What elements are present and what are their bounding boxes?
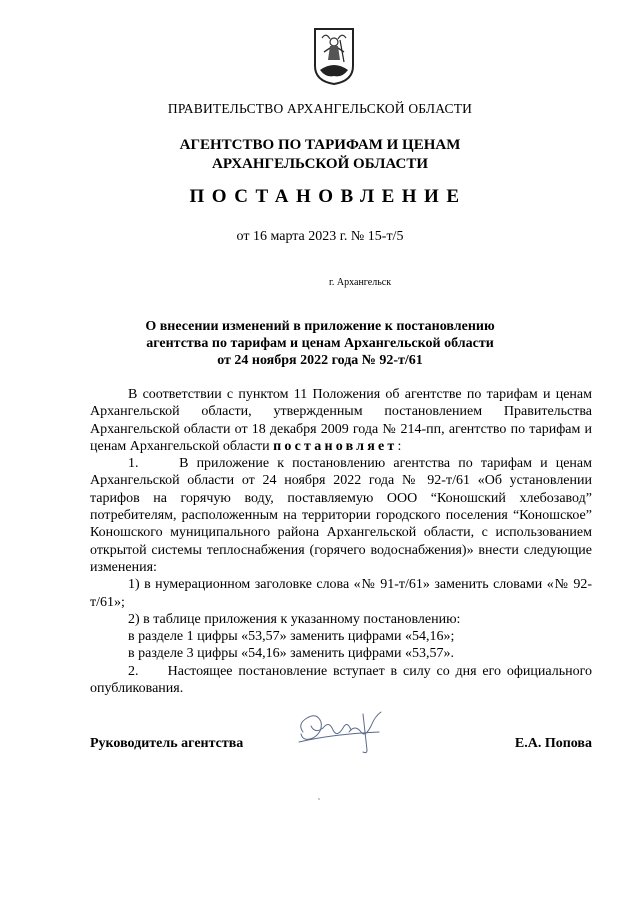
subitem-1: 1) в нумерационном заголовке слова «№ 91-т/61» заменить словами «№ 92-т/61»;	[90, 577, 592, 610]
subject-line1: О внесении изменений в приложение к постановлению	[145, 319, 495, 334]
subitem-2a: в разделе 1 цифры «53,57» заменить цифрами «54,16»;	[128, 629, 455, 645]
document-subject	[0, 318, 640, 369]
item-2	[90, 663, 592, 698]
government-name: ПРАВИТЕЛЬСТВО АРХАНГЕЛЬСКОЙ ОБЛАСТИ	[167, 101, 473, 116]
signature-block	[90, 736, 592, 756]
signatory-name: Е.А. Попова	[514, 736, 592, 751]
subitem-2: 2) в таблице приложения к указанному постановлению:	[128, 611, 461, 627]
preamble-text: В соответствии с пунктом 11 Положения об агентстве по тарифам и ценам Архангельской области, утвержденным постановлением Правительства Архангельской области от 18 декабря 2009 года № 214-пп, агентство по тарифам и ценам Архангельской области	[90, 387, 592, 454]
subject-line2: агентства по тарифам и ценам Архангельской области	[146, 336, 494, 351]
document-title: ПОСТАНОВЛЕНИЕ	[189, 186, 467, 207]
subject-line3: от 24 ноября 2022 года № 92-т/61	[217, 353, 423, 368]
decree-word: постановляет	[273, 438, 398, 454]
arkhangelsk-coat-of-arms-icon	[312, 26, 356, 86]
item-1-number: 1.	[128, 456, 139, 472]
preamble-paragraph	[90, 386, 592, 455]
document-body	[90, 386, 592, 697]
item-2-number: 2.	[128, 663, 139, 679]
item-2-text: Настоящее постановление вступает в силу со дня его официального опубликования.	[90, 663, 593, 697]
agency-name-line1: АГЕНТСТВО ПО ТАРИФАМ И ЦЕНАМ	[179, 137, 461, 153]
document-date-number: от 16 марта 2023 г. № 15-т/5	[236, 229, 404, 244]
agency-name	[0, 136, 640, 174]
decree-colon: :	[397, 438, 402, 454]
item-1-text: В приложение к постановлению агентства по тарифам и ценам Архангельской области от 24 ноября 2022 года № 92-т/61 «Об установлении тарифов на горячую воду, поставляемую ООО “Коношский хлебозавод” потребителям, расположенным на территории городского поселения “Коношское” Коношского муниципального района Архангельской области, с использованием открытой системы теплоснабжения (горячего водоснабжения)» внести следующие изменения:	[90, 456, 592, 575]
document-city: г. Архангельск	[328, 277, 392, 288]
item-1	[90, 455, 592, 576]
scan-speck	[318, 798, 320, 800]
signatory-position: Руководитель агентства	[90, 736, 244, 751]
subitem-2b: в разделе 3 цифры «54,16» заменить цифрами «53,57».	[128, 646, 455, 662]
agency-name-line2: АРХАНГЕЛЬСКОЙ ОБЛАСТИ	[212, 156, 428, 172]
